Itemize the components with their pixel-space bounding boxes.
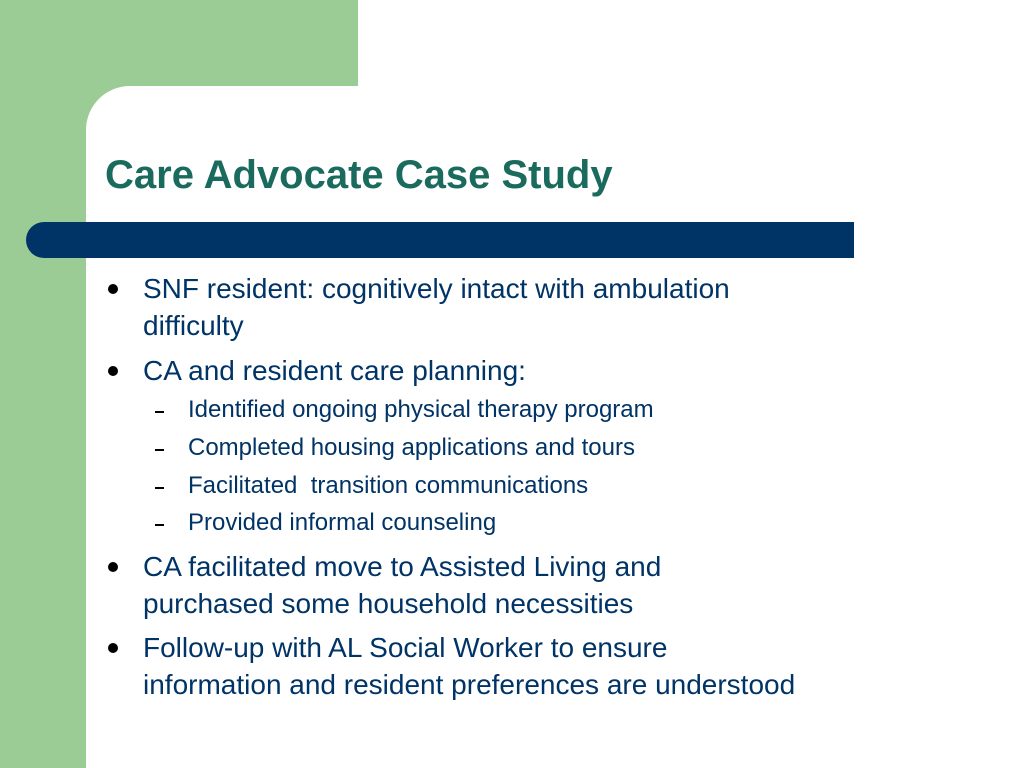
bullet-1-line-2: difficulty	[143, 310, 244, 341]
bullet-1-line-1: SNF resident: cognitively intact with ambulation	[143, 273, 730, 304]
bullet-dot	[108, 284, 118, 294]
sub-bullet-2: Completed housing applications and tours	[188, 434, 635, 461]
bullet-4-line-2: information and resident preferences are understood	[143, 669, 796, 700]
bullet-dot	[108, 366, 118, 376]
bullet-dot	[108, 562, 118, 572]
sub-bullet-dash	[155, 449, 164, 451]
sub-bullet-dash	[155, 487, 164, 489]
sub-bullet-dash	[155, 411, 164, 413]
bullet-3-line-2: purchased some household necessities	[143, 588, 634, 619]
bullet-dot	[108, 643, 118, 653]
bullet-2-line-1: CA and resident care planning:	[143, 355, 526, 386]
bullet-4-line-1: Follow-up with AL Social Worker to ensure	[143, 632, 668, 663]
bullet-3-line-1: CA facilitated move to Assisted Living and	[143, 551, 662, 582]
slide-title: Care Advocate Case Study	[105, 153, 613, 197]
sub-bullet-1: Identified ongoing physical therapy program	[188, 396, 654, 423]
sub-bullet-dash	[155, 524, 164, 526]
sub-bullet-4: Provided informal counseling	[188, 509, 497, 536]
sub-bullet-3: Facilitated transition communications	[188, 472, 589, 499]
